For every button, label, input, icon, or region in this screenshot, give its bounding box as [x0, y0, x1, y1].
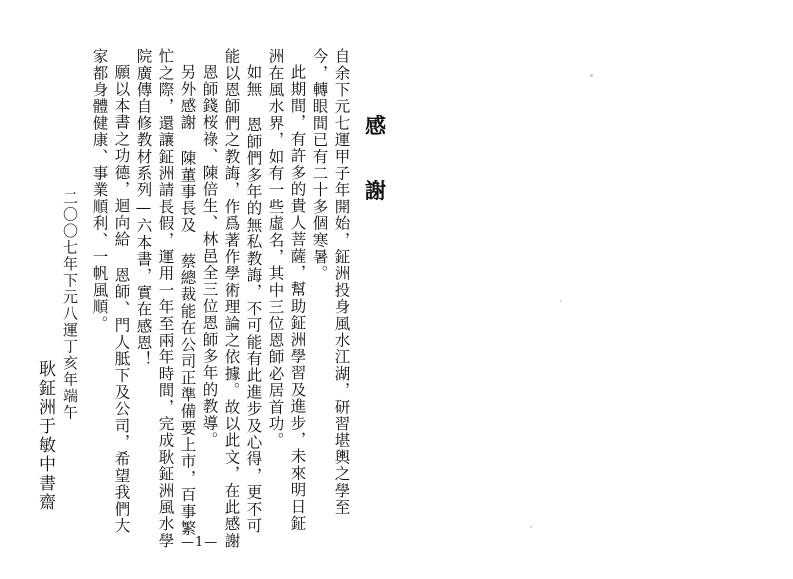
body-column-1: 自余下元七運甲子年開始，鉦洲投身風水江湖，研習堪輿之學至 [332, 48, 351, 516]
title-char-1: 感 [365, 113, 386, 138]
body-column-2: 今，轉眼間已有二十多個寒暑。 [310, 48, 329, 282]
body-column-3: 此期間，有許多的貴人菩薩，幫助鉦洲學習及進步，未來明日鉦 [288, 64, 307, 532]
title-char-2: 謝 [365, 178, 386, 203]
scan-mark [530, 526, 532, 528]
signature: 耿鉦洲于敏中書齋 [35, 360, 55, 512]
scan-mark [590, 74, 593, 77]
scan-mark [560, 300, 562, 302]
body-column-8: 另外感謝 陳董事長及 蔡總裁能在公司正準備要上市，百事繁 [178, 64, 197, 537]
page-number: —1— [181, 535, 219, 550]
body-column-7: 恩師錢桜祿、陳倍生、林邑全三位恩師多年的教導。 [200, 64, 219, 449]
body-column-11: 願以本書之功德，迴向給 恩師、門人胝下及公司，希望我們大 [112, 64, 131, 535]
body-column-12: 家都身體健康、事業順利、一帆風順。 [90, 48, 109, 332]
body-column-5: 如無 恩師們多年的無私教誨，不可能有此進步及心得，更不可 [244, 64, 263, 535]
body-column-10: 院廣傳自修教材系列—六本書，實在感恩！ [134, 48, 153, 368]
body-column-6: 能以恩師們之教誨，作爲著作學術理論之依據。故以此文，在此感謝 [222, 48, 241, 549]
date-line: 二〇〇七年下元八運丁亥年端午 [61, 190, 79, 421]
body-column-9: 忙之際，還讓鉦洲請長假，運用一年至兩年時間，完成耿鉦洲風水學 [156, 48, 175, 549]
body-column-4: 洲在風水界，如有一些虛名，其中三位恩師必居首功。 [266, 48, 285, 449]
